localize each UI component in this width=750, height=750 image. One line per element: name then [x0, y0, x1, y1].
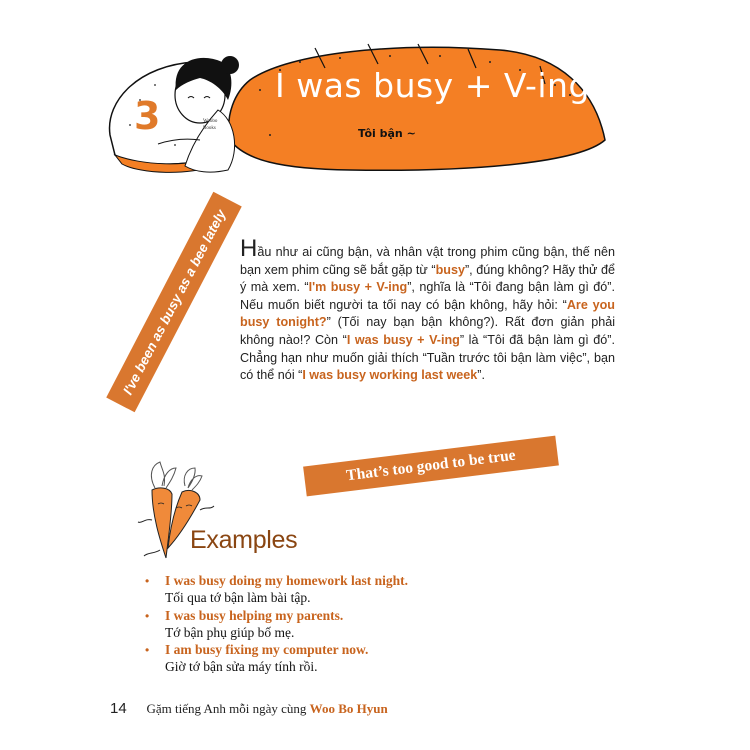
- example-item: [143, 572, 503, 607]
- publisher-mark-line1: Woobo: [203, 119, 218, 124]
- publisher-mark-line2: Books: [203, 126, 216, 131]
- example-english: I am busy fixing my computer now.: [165, 642, 369, 657]
- example-vietnamese: Tớ bận phụ giúp bố mẹ.: [165, 624, 295, 640]
- intro-paragraph: [240, 235, 615, 385]
- chapter-title: I was busy + V-ing: [275, 66, 590, 105]
- examples-list: [143, 572, 503, 676]
- intro-highlight: I was busy + V-ing: [346, 332, 460, 347]
- drop-cap: H: [240, 235, 258, 262]
- intro-text: ” (Tối nay bạn bận không?). Rất đơn giản phải không nào!? Còn “: [240, 315, 615, 347]
- intro-text: ”, đúng không? Hãy thử để ý mà xem. “: [240, 262, 615, 295]
- intro-text: ”.: [477, 368, 485, 383]
- publisher-mark: [203, 118, 217, 132]
- intro-highlight: I was busy working last week: [302, 368, 478, 383]
- chapter-subtitle: Tôi bận ~: [358, 127, 416, 140]
- example-vietnamese: Giờ tớ bận sửa máy tính rồi.: [165, 659, 318, 674]
- intro-highlight: busy: [435, 262, 465, 277]
- intro-text: ” là “Tôi đã bận làm gì đó”. Chẳng hạn như muốn giải thích “Tuần trước tôi bận làm việc”, bạn có thể nói “: [240, 332, 615, 383]
- intro-text: ”, nghĩa là “Tôi đang bận làm gì đó”. Nếu muốn biết người ta tối nay có bận không, hãy hỏi: “: [240, 280, 615, 312]
- example-english: I was busy doing my homework last night.: [165, 573, 409, 588]
- chapter-number: 3: [134, 94, 161, 138]
- diagonal-idiom-banner: [106, 192, 242, 413]
- intro-highlight: Are you busy tonight?: [240, 297, 615, 330]
- example-item: [143, 607, 503, 642]
- example-vietnamese: Tối qua tớ bận làm bài tập.: [165, 590, 311, 605]
- book-title: Gặm tiếng Anh mỗi ngày cùng: [146, 701, 310, 716]
- page-number: 14: [110, 700, 127, 717]
- example-item: [143, 641, 503, 676]
- intro-highlight: I'm busy + V-ing: [308, 280, 408, 295]
- author-name: Woo Bo Hyun: [309, 701, 388, 716]
- idiom-banner: [303, 436, 559, 497]
- example-english: I was busy helping my parents.: [165, 607, 344, 623]
- bullet-icon: •: [145, 574, 150, 588]
- page-footer: [110, 700, 388, 718]
- bullet-icon: •: [145, 643, 150, 657]
- intro-text: ầu như ai cũng bận, và nhân vật trong phim cũng bận, thế nên bạn xem phim cũng sẽ bắt gặp từ “: [240, 245, 615, 277]
- bread-illustration: [100, 40, 620, 180]
- examples-heading: Examples: [190, 526, 298, 554]
- diagonal-banner-text: I've been as busy as a bee lately: [119, 206, 229, 398]
- bullet-icon: •: [145, 608, 150, 623]
- idiom-banner-text: That’s too good to be true: [345, 446, 517, 485]
- chapter-header-illustration: [100, 40, 620, 180]
